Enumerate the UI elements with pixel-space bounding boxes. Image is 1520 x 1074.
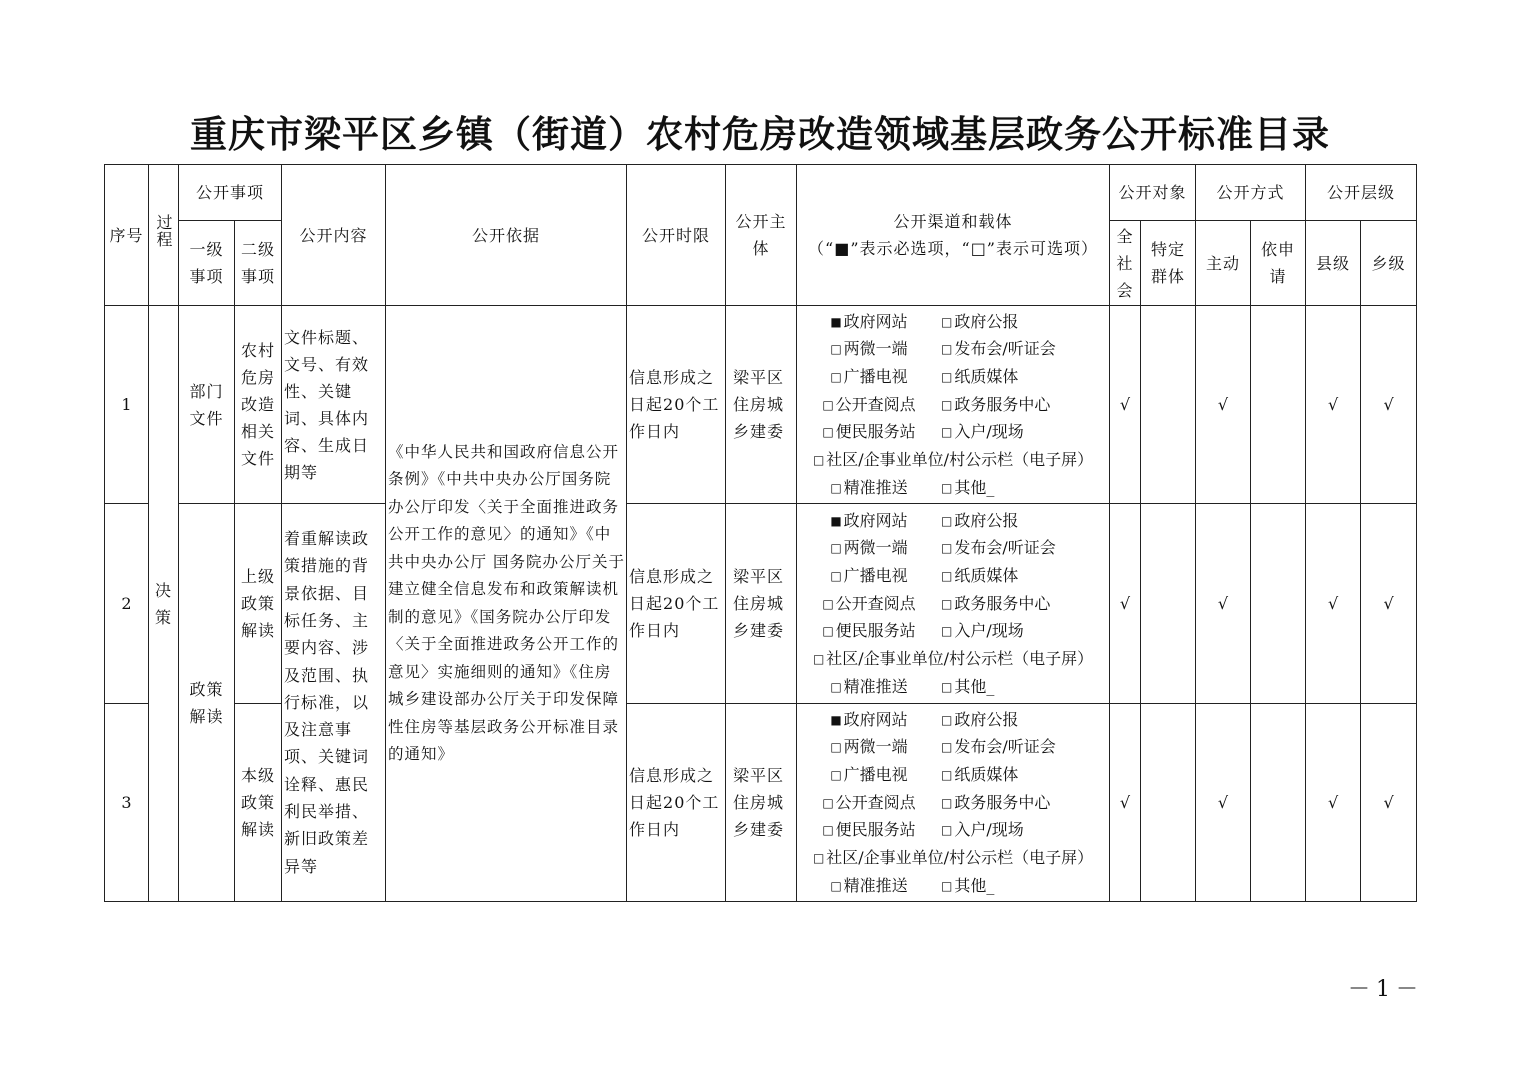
row-time: 信息形成之日起20个工作日内 — [627, 704, 726, 902]
row-seq: 3 — [105, 704, 149, 902]
col-tier-county: 县级 — [1306, 221, 1361, 306]
row-time: 信息形成之日起20个工作日内 — [627, 504, 726, 704]
check-all: √ — [1110, 306, 1141, 504]
row-level2: 本级政策解读 — [235, 704, 282, 902]
channel-list: ■ 政府网站 □ 政府公报 □ 两微一端 □ 发布会/听证会 □ 广播电视 □ 纸质媒体 □ 公开查阅点 □ 政务服务中心 □ 便民服务站 □ 入户/现场 □ 社区/企事业单位/村公示栏（电子屏） □ 精准推送 □ 其他_ — [797, 306, 1110, 504]
check-special — [1141, 504, 1196, 704]
header-row-1 — [105, 165, 1417, 221]
row-level2: 农村危房改造相关文件 — [235, 306, 282, 504]
row-level1: 政策解读 — [179, 504, 235, 902]
col-level2: 二级事项 — [235, 221, 282, 306]
check-county: √ — [1306, 504, 1361, 704]
table-row — [105, 306, 1417, 504]
row-time: 信息形成之日起20个工作日内 — [627, 306, 726, 504]
check-all: √ — [1110, 704, 1141, 902]
col-subject: 公开主体 — [726, 165, 797, 306]
col-tier: 公开层级 — [1306, 165, 1417, 221]
col-target-special: 特定群体 — [1141, 221, 1196, 306]
table-row — [105, 504, 1417, 704]
col-time: 公开时限 — [627, 165, 726, 306]
row-level1: 部门文件 — [179, 306, 235, 504]
check-town: √ — [1361, 704, 1417, 902]
page-number: －1－ — [1348, 977, 1424, 1002]
check-request — [1251, 504, 1306, 704]
col-content: 公开内容 — [282, 165, 386, 306]
col-basis: 公开依据 — [386, 165, 627, 306]
col-method: 公开方式 — [1196, 165, 1306, 221]
channel-list: ■ 政府网站 □ 政府公报 □ 两微一端 □ 发布会/听证会 □ 广播电视 □ 纸质媒体 □ 公开查阅点 □ 政务服务中心 □ 便民服务站 □ 入户/现场 □ 社区/企事业单位/村公示栏（电子屏） □ 精准推送 □ 其他_ — [797, 704, 1110, 902]
row-subject: 梁平区住房城乡建委 — [726, 704, 797, 902]
check-special — [1141, 306, 1196, 504]
basis-cell: 《中华人民共和国政府信息公开条例》《中共中央办公厅国务院办公厅印发〈关于全面推进政务公开工作的意见〉的通知》《中共中央办公厅 国务院办公厅关于建立健全信息发布和政策解读机制的意见》《国务院办公厅印发〈关于全面推进政务公开工作的意见〉实施细则的通知》《住房城乡建设部办公厅关于印发保障性住房等基层政务公开标准目录的通知》 — [386, 306, 627, 902]
col-method-active: 主动 — [1196, 221, 1251, 306]
col-channel — [797, 165, 1110, 306]
channel-note: （“■”表示必选项，“□”表示可选项） — [808, 239, 1098, 258]
row-content: 文件标题、文号、有效性、关键词、具体内容、生成日期等 — [282, 306, 386, 504]
catalog-table — [104, 164, 1417, 902]
page-title: 重庆市梁平区乡镇（街道）农村危房改造领域基层政务公开标准目录 — [190, 112, 1330, 156]
col-method-request: 依申请 — [1251, 221, 1306, 306]
row-content: 着重解读政策措施的背景依据、目标任务、主要内容、涉及范围、执行标准，以及注意事项、关键词诠释、惠民利民举措、新旧政策差异等 — [282, 504, 386, 902]
col-target: 公开对象 — [1110, 165, 1196, 221]
row-seq: 2 — [105, 504, 149, 704]
check-town: √ — [1361, 504, 1417, 704]
row-subject: 梁平区住房城乡建委 — [726, 504, 797, 704]
col-tier-town: 乡级 — [1361, 221, 1417, 306]
channel-title: 公开渠道和载体 — [893, 212, 1013, 231]
check-active: √ — [1196, 504, 1251, 704]
row-level2: 上级政策解读 — [235, 504, 282, 704]
check-request — [1251, 306, 1306, 504]
process-cell: 决策 — [149, 306, 179, 902]
channel-list: ■ 政府网站 □ 政府公报 □ 两微一端 □ 发布会/听证会 □ 广播电视 □ 纸质媒体 □ 公开查阅点 □ 政务服务中心 □ 便民服务站 □ 入户/现场 □ 社区/企事业单位/村公示栏（电子屏） □ 精准推送 □ 其他_ — [797, 504, 1110, 704]
check-special — [1141, 704, 1196, 902]
check-request — [1251, 704, 1306, 902]
check-town: √ — [1361, 306, 1417, 504]
col-process: 过程 — [149, 165, 179, 306]
check-county: √ — [1306, 704, 1361, 902]
check-active: √ — [1196, 704, 1251, 902]
col-level1: 一级事项 — [179, 221, 235, 306]
col-items: 公开事项 — [179, 165, 282, 221]
row-seq: 1 — [105, 306, 149, 504]
check-all: √ — [1110, 504, 1141, 704]
check-county: √ — [1306, 306, 1361, 504]
col-target-all: 全社会 — [1110, 221, 1141, 306]
row-subject: 梁平区住房城乡建委 — [726, 306, 797, 504]
col-seq: 序号 — [105, 165, 149, 306]
check-active: √ — [1196, 306, 1251, 504]
